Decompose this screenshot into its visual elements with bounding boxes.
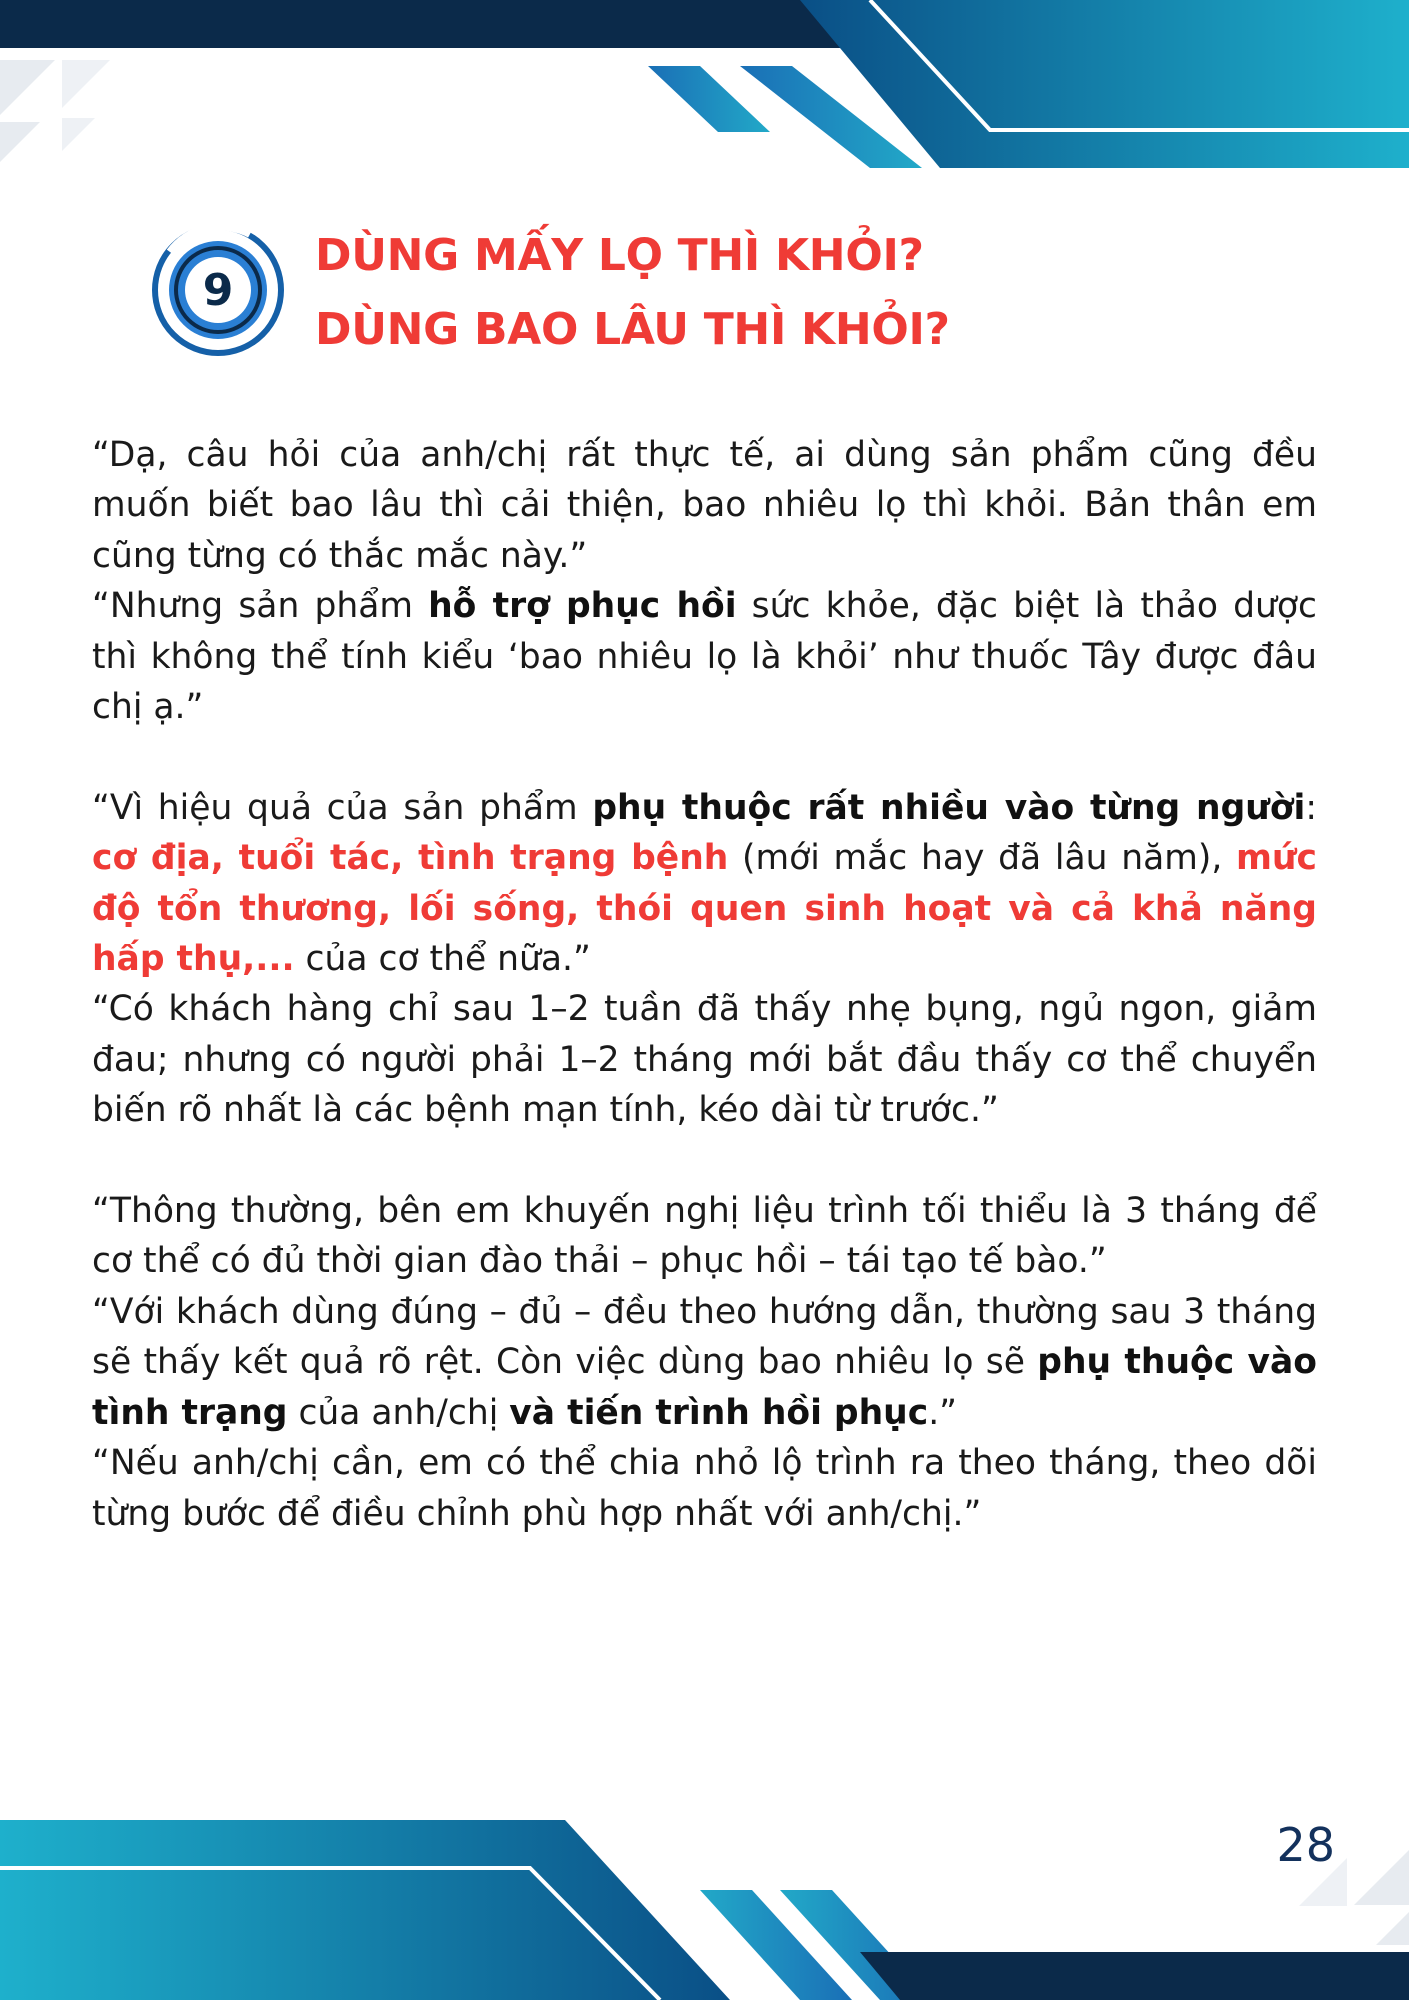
bold-phrase: phụ thuộc vào tình trạng: [92, 1342, 1318, 1433]
number-badge: [150, 222, 290, 362]
paragraph-1: [92, 430, 1317, 581]
text-segment: (mới mắc hay đã lâu năm),: [728, 838, 1237, 879]
section-heading: [150, 222, 1250, 362]
text-segment: của cơ thể nữa.”: [294, 939, 591, 980]
paragraph-5: [92, 1186, 1317, 1287]
text-segment: “Dạ, câu hỏi của anh/chị rất thực tế, ai dùng sản phẩm cũng đều muốn biết bao lâu thì cải thiện, bao nhiêu lọ thì khỏi. Bản thân em cũng từng có thắc mắc này.”: [92, 435, 1317, 576]
text-segment: “Với khách dùng đúng – đủ – đều theo hướng dẫn, thường sau 3 tháng sẽ thấy kết quả rõ rệt. Còn việc dùng bao nhiêu lọ sẽ: [92, 1291, 1317, 1383]
paragraph-6: [92, 1287, 1317, 1438]
page-number: 28: [1276, 1818, 1335, 1872]
text-segment: “Thông thường, bên em khuyến nghị liệu trình tối thiểu là 3 tháng để cơ thể có đủ thời gian đào thải – phục hồi – tái tạo tế bào.”: [92, 1191, 1317, 1282]
bold-phrase: hỗ trợ phục hồi: [428, 586, 737, 627]
text-segment: .”: [928, 1392, 958, 1433]
text-segment: :: [1305, 787, 1317, 828]
body-text: [92, 430, 1317, 1539]
text-segment: “Có khách hàng chỉ sau 1–2 tuần đã thấy nhẹ bụng, ngủ ngon, giảm đau; nhưng có người phải 1–2 tháng mới bắt đầu thấy cơ thể chuyển biến rõ nhất là các bệnh mạn tính, kéo dài từ trước.”: [92, 989, 1317, 1131]
text-segment: “Nhưng sản phẩm: [92, 586, 429, 627]
title-line-1: DÙNG MẤY LỌ THÌ KHỎI?: [315, 230, 924, 281]
text-segment: của anh/chị: [287, 1392, 510, 1433]
paragraph-7: [92, 1438, 1317, 1539]
highlight-phrase: mức độ tổn thương, lối sống, thói quen sinh hoạt và cả khả năng hấp thụ,...: [92, 838, 1317, 980]
paragraph-3: [92, 783, 1317, 985]
bottom-decoration: [0, 1810, 1409, 2000]
top-decoration: [0, 0, 1409, 180]
title-line-2: DÙNG BAO LÂU THÌ KHỎI?: [315, 304, 950, 355]
highlight-phrase: cơ địa, tuổi tác, tình trạng bệnh: [92, 838, 729, 879]
bold-phrase: và tiến trình hồi phục: [509, 1392, 929, 1433]
paragraph-2: [92, 581, 1317, 732]
text-segment: “Vì hiệu quả của sản phẩm: [92, 787, 593, 828]
paragraph-4: [92, 984, 1317, 1135]
text-segment: sức khỏe, đặc biệt là thảo dược thì không thể tính kiểu ‘bao nhiêu lọ là khỏi’ như thuốc Tây được đâu chị ạ.”: [92, 586, 1317, 728]
badge-number: 9: [202, 265, 234, 316]
text-segment: “Nếu anh/chị cần, em có thể chia nhỏ lộ trình ra theo tháng, theo dõi từng bước để điều chỉnh phù hợp nhất với anh/chị.”: [92, 1443, 1317, 1534]
bold-phrase: phụ thuộc rất nhiều vào từng người: [592, 787, 1306, 828]
